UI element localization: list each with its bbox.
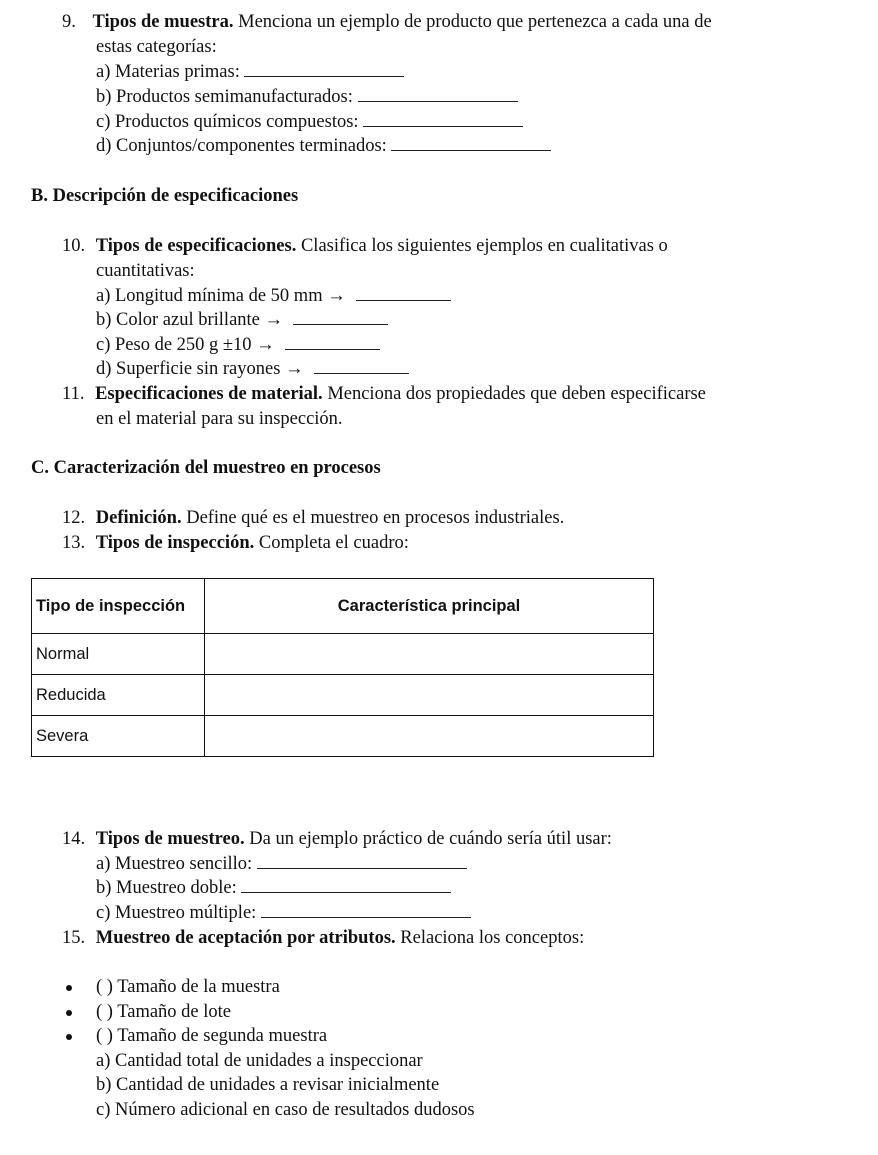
- question-text-cont: en el material para su inspección.: [96, 409, 343, 429]
- table-cell: Normal: [32, 634, 205, 675]
- question-title: Especificaciones de material.: [95, 384, 323, 404]
- question-text: Relaciona los conceptos:: [395, 928, 585, 948]
- table-cell: Reducida: [32, 675, 205, 716]
- table-cell-empty[interactable]: [205, 634, 654, 675]
- question-text: Da un ejemplo práctico de cuándo sería útil usar:: [244, 829, 612, 849]
- answer-line-item: a) Muestreo sencillo:: [96, 853, 467, 875]
- answer-blank[interactable]: [285, 334, 380, 350]
- question-text: Menciona dos propiedades que deben especificarse: [322, 384, 706, 404]
- table-row: [32, 675, 654, 716]
- option-item: c) Número adicional en caso de resultados dudosos: [96, 1100, 475, 1120]
- question-text: Menciona un ejemplo de producto que pertenezca a cada una de: [233, 12, 712, 32]
- section-heading-c: C. Caracterización del muestreo en procesos: [31, 458, 381, 478]
- answer-line-item: b) Color azul brillante →: [96, 309, 388, 331]
- list-item: ( ) Tamaño de la muestra: [96, 977, 280, 997]
- question-14: [62, 828, 612, 850]
- table-row: [32, 634, 654, 675]
- answer-blank[interactable]: [358, 86, 518, 102]
- option-item: b) Cantidad de unidades a revisar inicialmente: [96, 1075, 440, 1095]
- question-title: Tipos de muestreo.: [95, 829, 245, 849]
- answer-line-item: b) Muestreo doble:: [96, 877, 451, 899]
- answer-blank[interactable]: [356, 285, 451, 301]
- answer-line-item: a) Materias primas:: [96, 61, 404, 83]
- table-cell-empty[interactable]: [205, 675, 654, 716]
- question-title: Muestreo de aceptación por atributos.: [95, 928, 396, 948]
- question-text: Completa el cuadro:: [254, 533, 409, 553]
- question-text: Clasifica los siguientes ejemplos en cualitativas o: [296, 236, 668, 256]
- answer-blank[interactable]: [257, 853, 467, 869]
- inspection-table: [31, 578, 654, 757]
- answer-blank[interactable]: [314, 358, 409, 374]
- table-row: [32, 716, 654, 757]
- question-number: 14.: [62, 829, 86, 849]
- list-item: ( ) Tamaño de lote: [96, 1002, 232, 1022]
- question-text: Define qué es el muestreo en procesos industriales.: [181, 508, 565, 528]
- option-item: a) Cantidad total de unidades a inspeccionar: [96, 1051, 423, 1071]
- question-13: [62, 532, 409, 554]
- table-cell-empty[interactable]: [205, 716, 654, 757]
- question-9: [62, 11, 712, 33]
- answer-line-item: c) Productos químicos compuestos:: [96, 111, 523, 133]
- question-title: Tipos de inspección.: [95, 533, 255, 553]
- question-15: [62, 927, 584, 949]
- table-header: Característica principal: [205, 579, 654, 634]
- question-title: Tipos de muestra.: [92, 12, 234, 32]
- question-number: 11.: [62, 384, 85, 404]
- answer-blank[interactable]: [391, 135, 551, 151]
- question-text-cont: estas categorías:: [96, 37, 217, 57]
- table-header-row: [32, 579, 654, 634]
- question-title: Tipos de especificaciones.: [95, 236, 297, 256]
- question-number: 12.: [62, 508, 86, 528]
- bullet-icon: [66, 1010, 72, 1016]
- answer-blank[interactable]: [244, 61, 404, 77]
- question-11: [62, 383, 706, 405]
- answer-line-item: d) Conjuntos/componentes terminados:: [96, 135, 551, 157]
- answer-blank[interactable]: [261, 902, 471, 918]
- question-number: 10.: [62, 236, 86, 256]
- question-text-cont: cuantitativas:: [96, 261, 195, 281]
- section-heading-b: B. Descripción de especificaciones: [31, 186, 299, 206]
- table-header: Tipo de inspección: [32, 579, 205, 634]
- bullet-icon: [66, 985, 72, 991]
- answer-line-item: b) Productos semimanufacturados:: [96, 86, 518, 108]
- answer-line-item: c) Muestreo múltiple:: [96, 902, 471, 924]
- question-number: 15.: [62, 928, 86, 948]
- answer-line-item: d) Superficie sin rayones →: [96, 358, 409, 380]
- answer-line-item: a) Longitud mínima de 50 mm →: [96, 285, 451, 307]
- question-12: [62, 507, 564, 529]
- question-title: Definición.: [95, 508, 182, 528]
- answer-blank[interactable]: [363, 111, 523, 127]
- answer-line-item: c) Peso de 250 g ±10 →: [96, 334, 380, 356]
- answer-blank[interactable]: [293, 309, 388, 325]
- question-10: [62, 235, 668, 257]
- answer-blank[interactable]: [241, 877, 451, 893]
- list-item: ( ) Tamaño de segunda muestra: [96, 1026, 328, 1046]
- question-number: 9.: [62, 12, 76, 32]
- question-number: 13.: [62, 533, 86, 553]
- bullet-icon: [66, 1034, 72, 1040]
- table-cell: Severa: [32, 716, 205, 757]
